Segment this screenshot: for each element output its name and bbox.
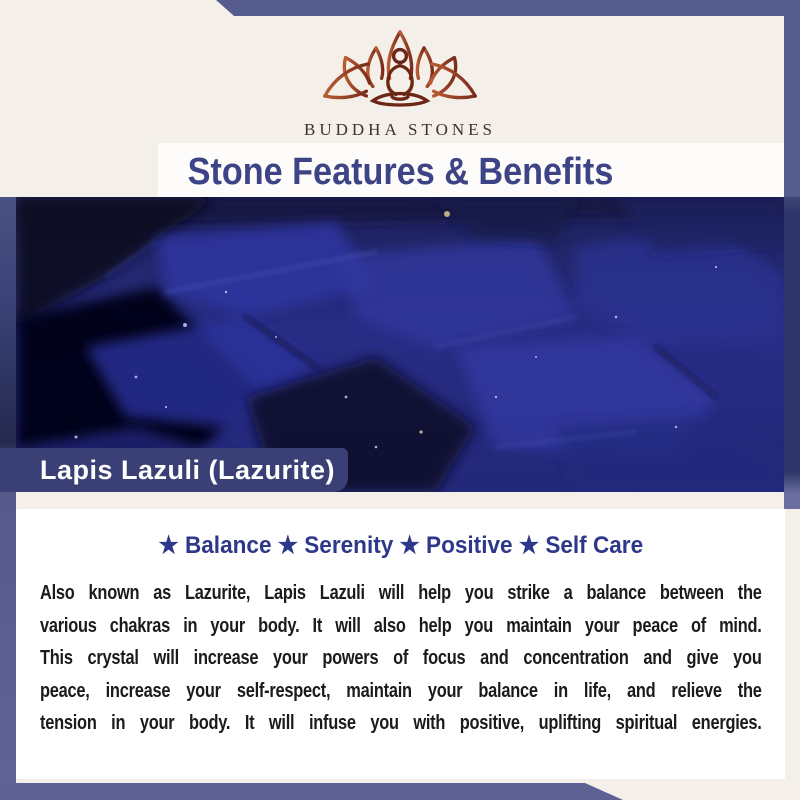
top-ribbon-decoration <box>0 0 800 16</box>
content-card <box>16 509 785 779</box>
bottom-ribbon-decoration <box>0 783 800 800</box>
page-title: Stone Features & Benefits <box>187 151 613 193</box>
brand-logo <box>0 26 800 140</box>
brand-name: BUDDHA STONES <box>304 120 496 139</box>
lotus-meditation-icon <box>312 26 488 118</box>
benefits-text: ★ Balance ★ Serenity ★ Positive ★ Self Care <box>158 532 643 559</box>
description-line: Also known as Lazurite, Lapis Lazuli will help you strike a balance between the <box>40 582 762 604</box>
description-line: peace, increase your self-respect, maintain your balance in life, and relieve the <box>40 679 762 702</box>
description-line: various chakras in your body. It will also help you maintain your peace of mind. <box>40 614 762 637</box>
description-paragraph <box>40 577 762 740</box>
stone-label-bar <box>0 448 348 492</box>
description-line: tension in your body. It will infuse you with positive, uplifting spiritual energies. <box>40 712 762 734</box>
description-line: This crystal will increase your powers of focus and concentration and give you <box>40 647 762 669</box>
stone-label: Lapis Lazuli (Lazurite) <box>40 455 336 485</box>
benefits-line <box>16 531 785 560</box>
